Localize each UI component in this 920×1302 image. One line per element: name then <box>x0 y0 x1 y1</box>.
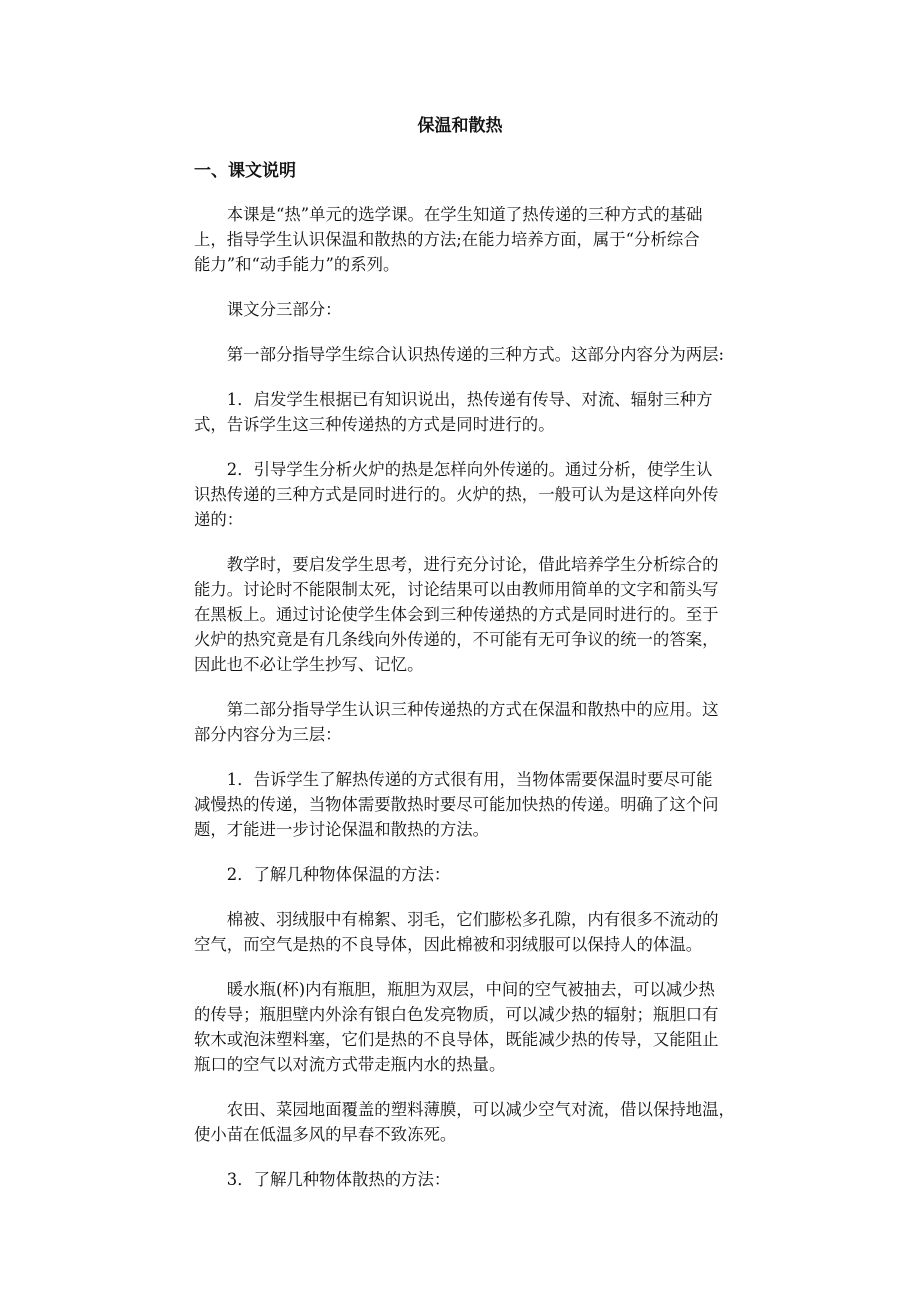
paragraph <box>194 457 782 532</box>
paragraph-line: 农田、菜园地面覆盖的塑料薄膜，可以减少空气对流，借以保持地温， <box>226 1100 735 1119</box>
paragraph-line: 2．引导学生分析火炉的热是怎样向外传递的。通过分析，使学生认 <box>226 460 713 479</box>
paragraph <box>194 767 782 842</box>
paragraph-line: 能力。讨论时不能限制太死，讨论结果可以由教师用简单的文字和箭头写 <box>194 580 719 599</box>
paragraph-line: 识热传递的三种方式是同时进行的。火炉的热，一般可认为是这样向外传 <box>194 485 719 504</box>
paragraph-line: 3．了解几种物体散热的方法： <box>226 1170 451 1189</box>
paragraph-line: 减慢热的传递，当物体需要散热时要尽可能加快热的传递。明确了这个问 <box>194 795 719 814</box>
paragraph <box>194 697 782 747</box>
paragraph-line: 在黑板上。通过讨论使学生体会到三种传递热的方式是同时进行的。至于 <box>194 605 719 624</box>
paragraph <box>194 977 782 1077</box>
paragraph <box>194 297 782 322</box>
paragraph-line: 能力”和“动手能力”的系列。 <box>194 255 400 274</box>
paragraph-line: 空气，而空气是热的不良导体，因此棉被和羽绒服可以保持人的体温。 <box>194 935 703 954</box>
paragraph-line: 的传导；瓶胆壁内外涂有银白色发亮物质，可以减少热的辐射；瓶胆口有 <box>194 1005 719 1024</box>
paragraph-line: 软木或泡沫塑料塞，它们是热的不良导体，既能减少热的传导，又能阻止 <box>194 1030 719 1049</box>
document-title: 保温和散热 <box>417 116 503 136</box>
paragraph <box>194 552 782 677</box>
paragraph-line: 火炉的热究竟是有几条线向外传递的，不可能有无可争议的统一的答案， <box>194 630 719 649</box>
paragraph-line: 本课是“热”单元的选学课。在学生知道了热传递的三种方式的基础 <box>226 205 703 224</box>
paragraph-line: 上，指导学生认识保温和散热的方法;在能力培养方面，属于“分析综合 <box>194 230 700 249</box>
paragraph-line: 课文分三部分： <box>226 300 342 319</box>
paragraph <box>194 1167 782 1192</box>
paragraph-line: 题，才能进一步讨论保温和散热的方法。 <box>194 820 490 839</box>
paragraph <box>194 1097 782 1147</box>
paragraph <box>194 202 782 277</box>
paragraph <box>194 907 782 957</box>
section-heading: 一、课文说明 <box>194 161 296 181</box>
paragraph-line: 教学时，要启发学生思考，进行充分讨论，借此培养学生分析综合的 <box>226 555 719 574</box>
paragraph-line: 2．了解几种物体保温的方法： <box>226 865 451 884</box>
paragraph-line: 第一部分指导学生综合认识热传递的三种方式。这部分内容分为两层: <box>226 345 725 364</box>
paragraph-line: 1．启发学生根据已有知识说出，热传递有传导、对流、辐射三种方 <box>226 390 713 409</box>
paragraph-line: 部分内容分为三层： <box>194 725 342 744</box>
paragraph-line: 暖水瓶(杯)内有瓶胆，瓶胆为双层，中间的空气被抽去，可以减少热 <box>226 980 715 999</box>
paragraph-line: 式，告诉学生这三种传递热的方式是同时进行的。 <box>194 415 555 434</box>
paragraph-line: 使小苗在低温多风的早春不致冻死。 <box>194 1125 457 1144</box>
paragraph-line: 瓶口的空气以对流方式带走瓶内水的热量。 <box>194 1055 506 1074</box>
paragraph-line: 因此也不必让学生抄写、记忆。 <box>194 655 424 674</box>
paragraph-line: 1．告诉学生了解热传递的方式很有用，当物体需要保温时要尽可能 <box>226 770 713 789</box>
paragraph-line: 棉被、羽绒服中有棉絮、羽毛，它们膨松多孔隙，内有很多不流动的 <box>226 910 719 929</box>
paragraph-line: 第二部分指导学生认识三种传递热的方式在保温和散热中的应用。这 <box>226 700 719 719</box>
paragraph <box>194 387 782 437</box>
paragraph <box>194 862 782 887</box>
document-body <box>194 202 782 1212</box>
paragraph <box>194 342 782 367</box>
paragraph-line: 递的： <box>194 510 244 529</box>
